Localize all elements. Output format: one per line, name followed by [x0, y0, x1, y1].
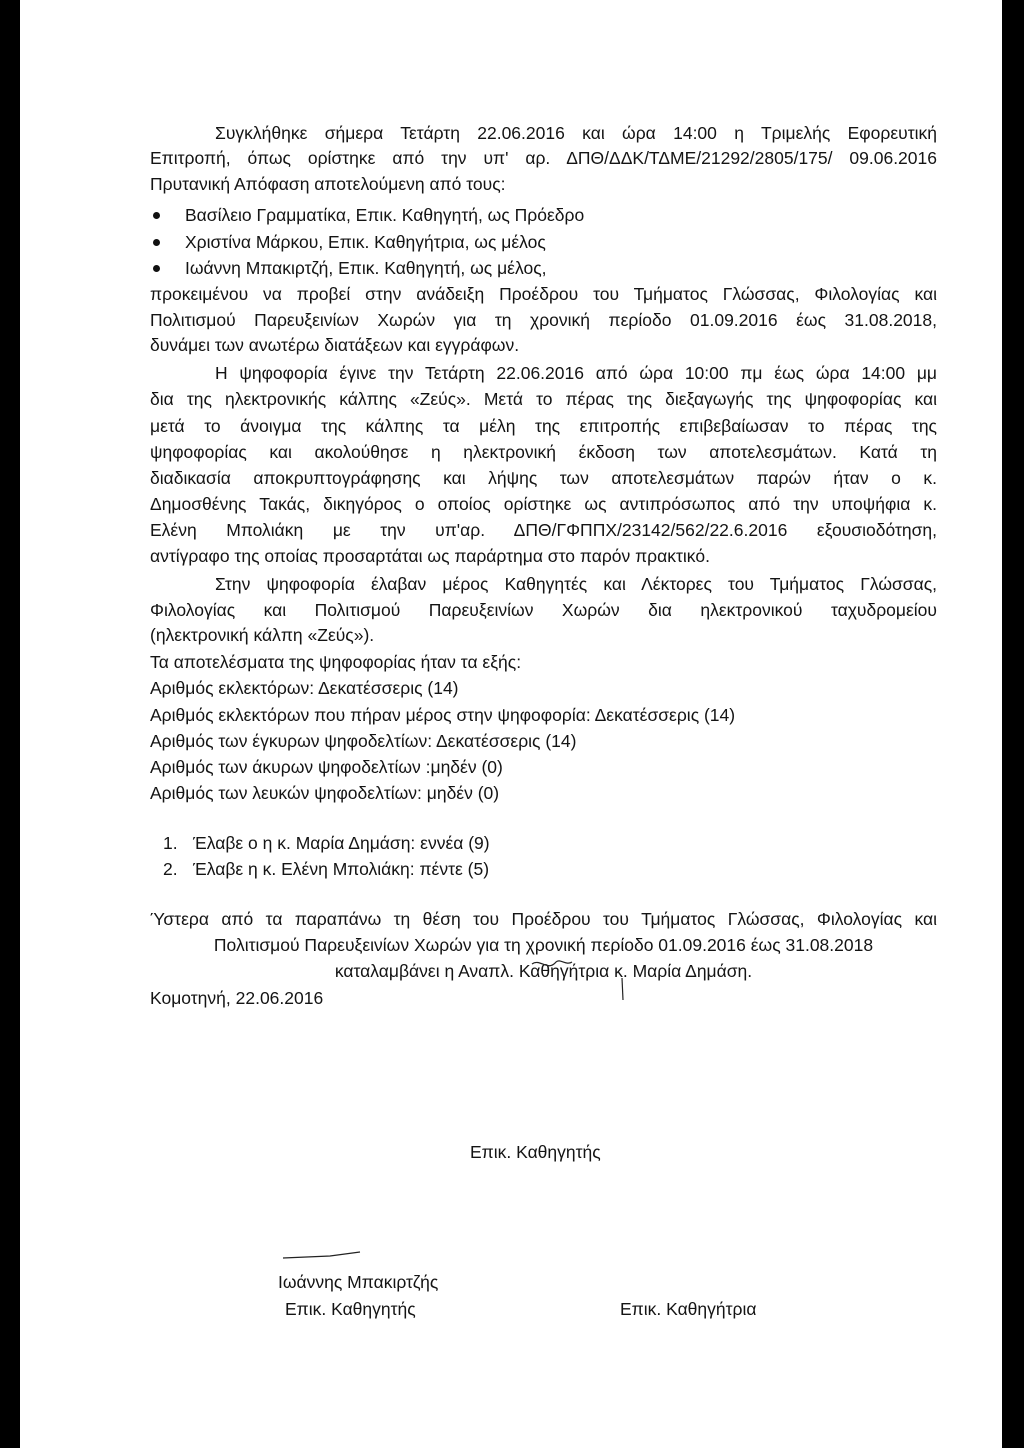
voting-line-4: ψηφοφορίας και ακολούθησε η ηλεκτρονική έκδοση των αποτελεσμάτων. Κατά τη — [150, 442, 937, 462]
results-item: Αριθμός των έγκυρων ψηφοδελτίων: Δεκατέσσερις (14) — [150, 731, 577, 751]
purpose-line-3: δυνάμει των ανωτέρω διατάξεων και εγγράφων. — [150, 335, 520, 355]
results-heading: Τα αποτελέσματα της ψηφοφορίας ήταν τα εξής: — [150, 652, 522, 672]
purpose-line-1: προκειμένου να προβεί στην ανάδειξη Προέδρου του Τμήματος Γλώσσας, Φιλολογίας και — [150, 284, 937, 304]
place-date: Κομοτηνή, 22.06.2016 — [150, 988, 324, 1008]
voting-line-5: διαδικασία αποκρυπτογράφησης και λήψης των αποτελεσμάτων παρών ήταν ο κ. — [150, 468, 937, 488]
candidate-number: 1. — [163, 833, 178, 853]
signature-chair-title: Επικ. Καθηγητής — [470, 1142, 601, 1162]
voting-line-2: δια της ηλεκτρονικής κάλπης «Ζεύς». Μετά το πέρας της διεξαγωγής της ψηφοφορίας και — [150, 389, 937, 409]
conclusion-line-2: Πολιτισμού Παρευξεινίων Χωρών για τη χρονική περίοδο 01.09.2016 έως 31.08.2018 — [213, 935, 874, 955]
results-item: Αριθμός των λευκών ψηφοδελτίων: μηδέν (0) — [150, 783, 500, 803]
bullet-icon — [153, 239, 160, 246]
voting-line-6: Δημοσθένης Τακάς, δικηγόρος ο οποίος ορίστηκε ως αντιπρόσωπος από την υποψήφια κ. — [150, 494, 937, 514]
meeting-line-2: Επιτροπή, όπως ορίστηκε από την υπ' αρ. ΔΠΘ/ΔΔΚ/ΤΔΜΕ/21292/2805/175/ 09.06.2016 — [150, 148, 937, 168]
purpose-line-2: Πολιτισμού Παρευξεινίων Χωρών για τη χρονική περίοδο 01.09.2016 έως 31.08.2018, — [150, 310, 937, 330]
candidate-result: Έλαβε η κ. Ελένη Μπολιάκη: πέντε (5) — [193, 859, 490, 879]
signature-member2-title: Επικ. Καθηγήτρια — [620, 1299, 757, 1319]
results-item: Αριθμός των άκυρων ψηφοδελτίων :μηδέν (0) — [150, 757, 503, 777]
bullet-icon — [153, 265, 160, 272]
meeting-line-1: Συγκλήθηκε σήμερα Τετάρτη 22.06.2016 και ώρα 14:00 η Τριμελής Εφορευτική — [215, 123, 937, 143]
candidate-result: Έλαβε ο η κ. Μαρία Δημάση: εννέα (9) — [193, 833, 490, 853]
participation-line-2: Φιλολογίας και Πολιτισμού Παρευξεινίων Χωρών δια ηλεκτρονικού ταχυδρομείου — [150, 600, 937, 620]
signature-stroke — [283, 1252, 360, 1258]
committee-member-3: Ιωάννη Μπακιρτζή, Επικ. Καθηγητή, ως μέλος, — [185, 258, 547, 278]
bullet-icon — [153, 212, 160, 219]
voting-line-7: Ελένη Μπολιάκη με την υπ'αρ. ΔΠΘ/ΓΦΠΠΧ/23142/562/22.6.2016 εξουσιοδότηση, — [150, 520, 937, 540]
candidate-number: 2. — [163, 859, 178, 879]
scan-edge-right — [1002, 0, 1024, 1448]
meeting-line-3: Πρυτανική Απόφαση αποτελούμενη από τους: — [150, 174, 506, 194]
participation-line-3: (ηλεκτρονική κάλπη «Ζεύς»). — [150, 625, 375, 645]
committee-member-1: Βασίλειο Γραμματίκα, Επικ. Καθηγητή, ως Πρόεδρο — [185, 205, 585, 225]
results-item: Αριθμός εκλεκτόρων: Δεκατέσσερις (14) — [150, 678, 459, 698]
committee-member-2: Χριστίνα Μάρκου, Επικ. Καθηγήτρια, ως μέλος — [185, 232, 546, 252]
scan-edge-left — [0, 0, 20, 1448]
participation-line-1: Στην ψηφοφορία έλαβαν μέρος Καθηγητές και Λέκτορες του Τμήματος Γλώσσας, — [215, 574, 937, 594]
signature-member1-title: Επικ. Καθηγητής — [285, 1299, 416, 1319]
signature-member1-name: Ιωάννης Μπακιρτζής — [278, 1272, 439, 1292]
conclusion-line-1: Ύστερα από τα παραπάνω τη θέση του Προέδρου του Τμήματος Γλώσσας, Φιλολογίας και — [150, 909, 937, 929]
results-item: Αριθμός εκλεκτόρων που πήραν μέρος στην ψηφοφορία: Δεκατέσσερις (14) — [150, 705, 736, 725]
voting-line-8: αντίγραφο της οποίας προσαρτάται ως παράρτημα στο παρόν πρακτικό. — [150, 546, 710, 566]
conclusion-line-3: καταλαμβάνει η Αναπλ. Καθηγήτρια κ. Μαρία Δημάση. — [334, 961, 753, 981]
voting-line-3: μετά το άνοιγμα της κάλπης τα μέλη της επιτροπής επιβεβαίωσαν το πέρας της — [150, 416, 937, 436]
voting-line-1: Η ψηφοφορία έγινε την Τετάρτη 22.06.2016 από ώρα 10:00 πμ έως ώρα 14:00 μμ — [215, 363, 937, 383]
